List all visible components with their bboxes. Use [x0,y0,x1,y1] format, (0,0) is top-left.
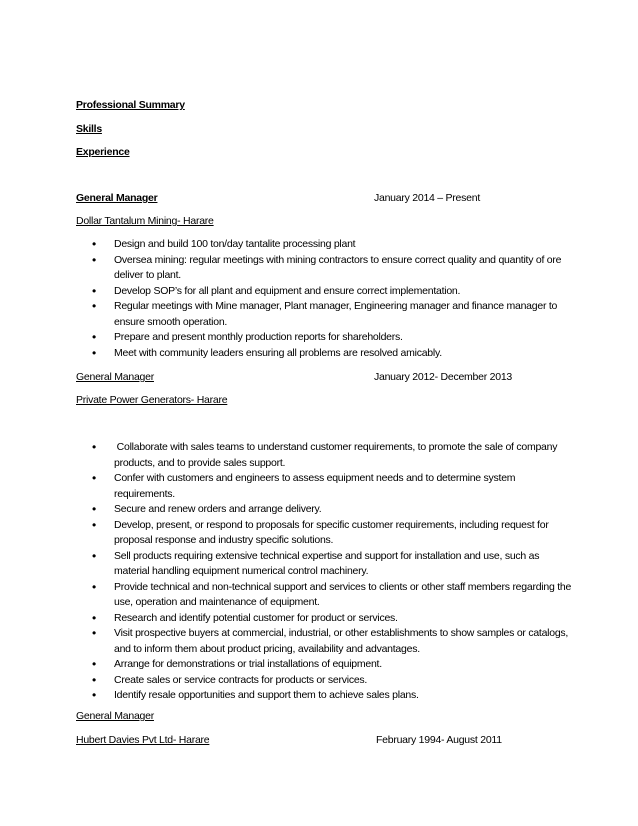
job-1-title: General Manager [76,192,158,204]
heading-experience: Experience [76,146,130,158]
job-1-company: Dollar Tantalum Mining- Harare [76,215,214,227]
list-item: • Develop, present, or respond to proposals for specific customer requirements, including request for proposal response and industry specific solutions. [76,518,576,549]
job-1-dates: January 2014 – Present [374,192,480,204]
list-item: • Meet with community leaders ensuring all problems are resolved amicably. [76,346,576,362]
list-item: • Secure and renew orders and arrange delivery. [76,502,576,518]
list-item: • Sell products requiring extensive technical expertise and support for installation and use, such as material handling equipment numerical control machinery. [76,549,576,580]
job-2-dates: January 2012- December 2013 [374,371,513,383]
heading-skills: Skills [76,123,102,135]
list-item: • Regular meetings with Mine manager, Plant manager, Engineering manager and finance manager to ensure smooth operation. [76,299,576,330]
job-1-responsibilities [76,237,576,361]
job-3-dates: February 1994- August 2011 [376,734,502,746]
job-3-title: General Manager [76,710,154,722]
list-item: • Research and identify potential customer for product or services. [76,611,576,627]
list-item: • Provide technical and non-technical support and services to clients or other staff members regarding the use, operation and maintenance of equipment. [76,580,576,611]
list-item: • Prepare and present monthly production reports for shareholders. [76,330,576,346]
list-item: • Identify resale opportunities and support them to achieve sales plans. [76,688,576,704]
list-item: • Collaborate with sales teams to understand customer requirements, to promote the sale of company products, and to provide sales support. [76,440,576,471]
list-item: • Arrange for demonstrations or trial installations of equipment. [76,657,576,673]
job-2-title: General Manager [76,371,154,383]
list-item: • Create sales or service contracts for products or services. [76,673,576,689]
list-item: • Oversea mining: regular meetings with mining contractors to ensure correct quality and quantity of ore deliver to plant. [76,253,576,284]
list-item: • Confer with customers and engineers to assess equipment needs and to determine system requirements. [76,471,576,502]
job-3-company: Hubert Davies Pvt Ltd- Harare [76,734,210,746]
heading-professional-summary: Professional Summary [76,99,185,111]
list-item: • Visit prospective buyers at commercial, industrial, or other establishments to show samples or catalogs, and to inform them about product pricing, availability and advantages. [76,626,576,657]
list-item: • Develop SOP’s for all plant and equipment and ensure correct implementation. [76,284,576,300]
job-2-responsibilities [76,440,576,704]
list-item: • Design and build 100 ton/day tantalite processing plant [76,237,576,253]
job-2-company: Private Power Generators- Harare [76,394,228,406]
